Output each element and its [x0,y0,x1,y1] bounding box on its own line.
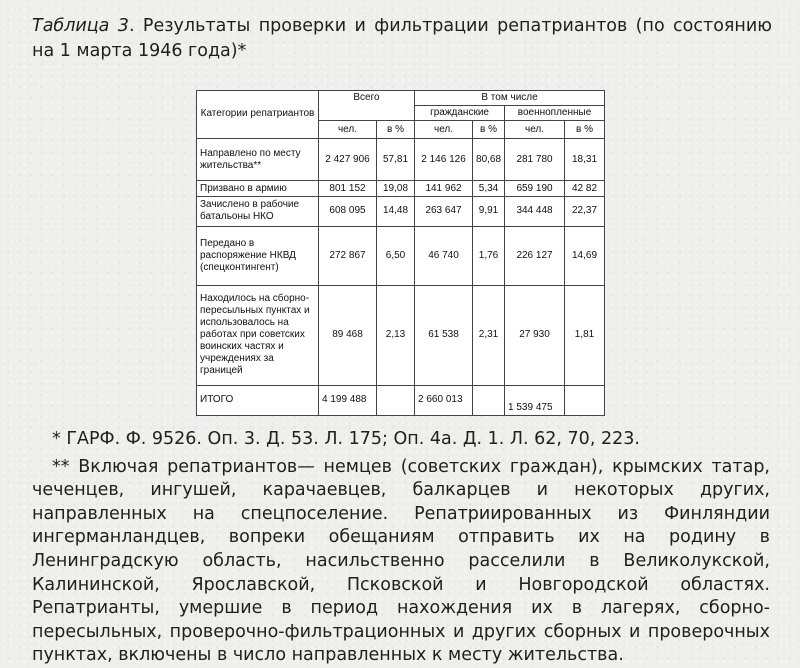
table-row [197,138,605,181]
footnote-repatriants: ** Включая репатриантов— немцев (советских граждан), крымских татар, чеченцев, ингушей, карачаевцев, балкарцев и некоторых других, направленных на спецпоселение. Репатриированных из Финляндии ингерманландцев, вопреки обещаниям отправить их на родину в Ленинградскую область, насильственно расселили в Великолукской, Калининской, Ярославской, Псковской и Новгородской областях. Репатрианты, умершие в период нахождения их в лагерях, сборно-пересыльных, проверочно-фильтрационных и других сборных и проверочных пунктах, включены в число направленных к месту жительства. [32,456,770,666]
table-row [197,227,605,286]
cell-military-percent: 14,69 [565,227,605,286]
cell-civil-percent: 9,91 [473,196,505,226]
row-category: Находилось на сборно-пересыльных пунктах и использовалось на работах при советских воинских частях и учреждениях за границей [197,286,319,386]
cell-military-percent: 22,37 [565,196,605,226]
table-caption [32,14,772,64]
cell-military-percent: 18,31 [565,138,605,181]
header-percent: в % [377,121,415,138]
header-civil: гражданские [415,106,505,121]
cell-total-persons: 4 199 488 [319,385,377,415]
cell-civil-persons: 46 740 [415,227,473,286]
results-table-container [196,90,604,416]
cell-total-percent [377,385,415,415]
header-persons: чел. [505,121,565,138]
caption-text: . Результаты проверки и фильтрации репатриантов (по состоянию на 1 марта 1946 года)* [32,16,772,61]
footnotes [32,428,770,668]
header-total: Всего [319,91,415,121]
table-row [197,196,605,226]
cell-total-percent: 6,50 [377,227,415,286]
row-category: Зачислено в рабочие батальоны НКО [197,196,319,226]
table-row-total [197,385,605,415]
cell-civil-persons: 2 660 013 [415,385,473,415]
cell-military-percent: 1,81 [565,286,605,386]
cell-total-percent: 2,13 [377,286,415,386]
cell-military-persons: 659 190 [505,181,565,196]
results-table [196,90,605,416]
footnote-source: * ГАРФ. Ф. 9526. Оп. 3. Д. 53. Л. 175; Оп. 4а. Д. 1. Л. 62, 70, 223. [52,429,640,449]
table-row [197,181,605,196]
cell-total-persons: 272 867 [319,227,377,286]
row-category: ИТОГО [197,385,319,415]
cell-total-percent: 19,08 [377,181,415,196]
table-row [197,286,605,386]
header-percent: в % [565,121,605,138]
cell-civil-percent: 5,34 [473,181,505,196]
cell-total-persons: 89 468 [319,286,377,386]
header-persons: чел. [319,121,377,138]
cell-civil-percent: 80,68 [473,138,505,181]
header-percent: в % [473,121,505,138]
header-including: В том числе [415,91,605,106]
cell-civil-percent: 2,31 [473,286,505,386]
row-category: Передано в распоряжение НКВД (спецконтингент) [197,227,319,286]
cell-total-persons: 608 095 [319,196,377,226]
cell-military-percent [565,385,605,415]
header-military: военнопленные [505,106,605,121]
cell-total-percent: 57,81 [377,138,415,181]
cell-total-persons: 2 427 906 [319,138,377,181]
header-persons: чел. [415,121,473,138]
cell-military-percent: 42 82 [565,181,605,196]
cell-civil-persons: 61 538 [415,286,473,386]
table-number: Таблица 3 [32,16,129,36]
header-row-1 [197,91,605,106]
cell-civil-percent [473,385,505,415]
cell-military-persons: 344 448 [505,196,565,226]
cell-civil-persons: 141 962 [415,181,473,196]
cell-military-persons: 226 127 [505,227,565,286]
row-category: Направлено по месту жительства** [197,138,319,181]
cell-military-persons: 281 780 [505,138,565,181]
cell-military-persons: 1 539 475 [505,385,565,415]
cell-total-persons: 801 152 [319,181,377,196]
cell-total-percent: 14,48 [377,196,415,226]
cell-civil-persons: 2 146 126 [415,138,473,181]
cell-civil-persons: 263 647 [415,196,473,226]
cell-military-persons: 27 930 [505,286,565,386]
row-category: Призвано в армию [197,181,319,196]
header-categories: Категории репатриантов [197,91,319,139]
cell-civil-percent: 1,76 [473,227,505,286]
